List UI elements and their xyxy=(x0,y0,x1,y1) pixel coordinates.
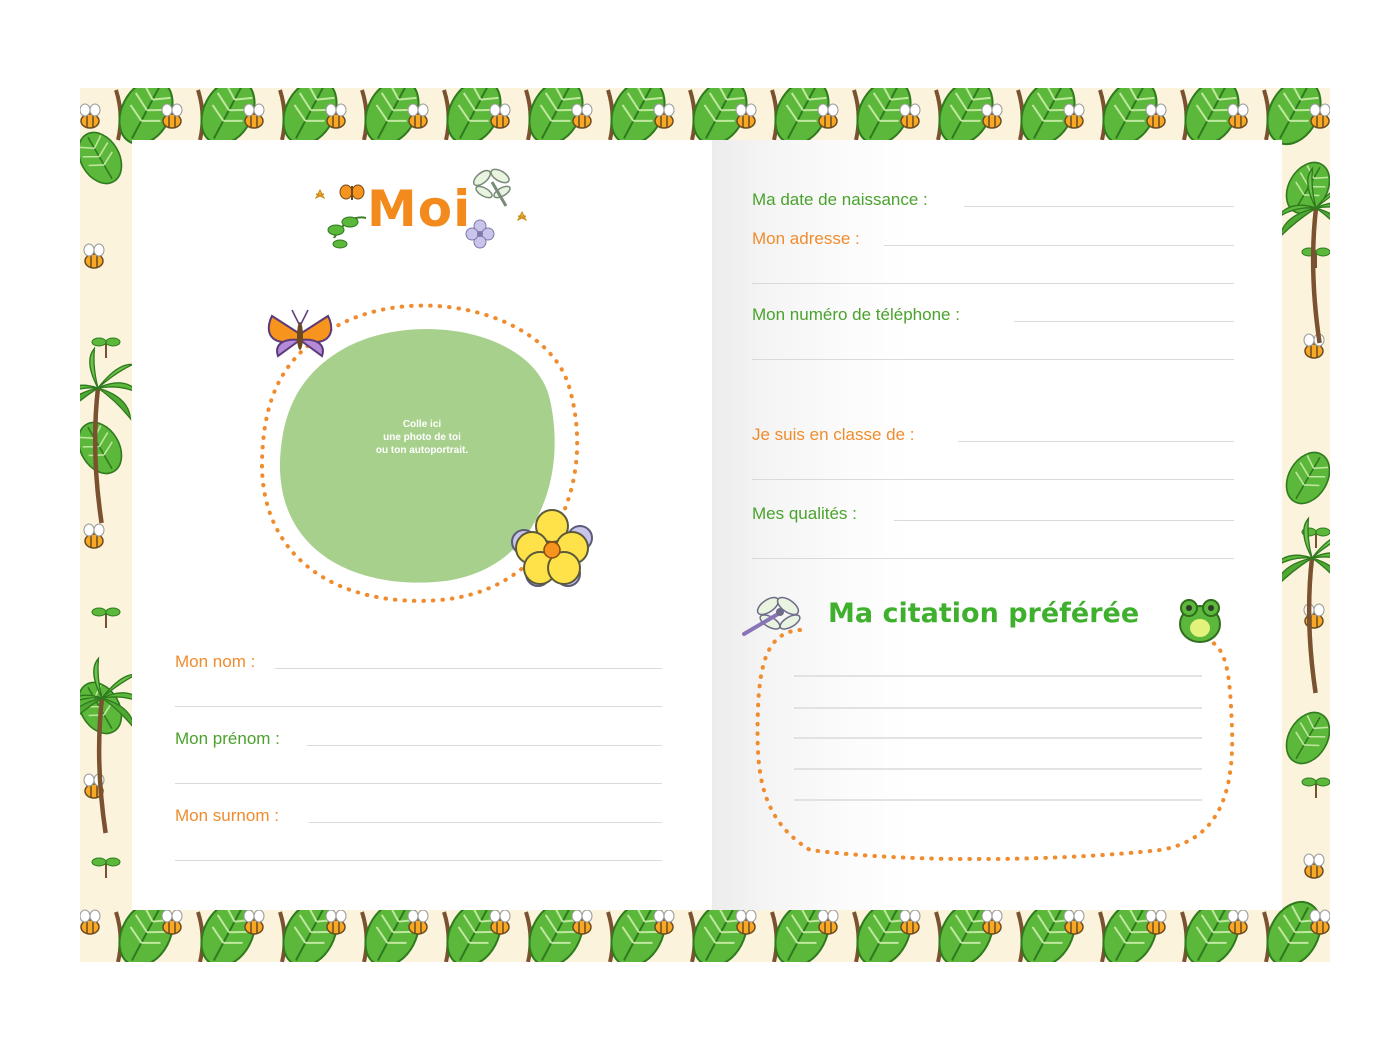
bee-icon xyxy=(736,104,756,128)
photo-caption: Colle ici une photo de toi ou ton autoportrait. xyxy=(375,419,469,456)
bee-icon xyxy=(900,104,920,128)
bee-icon xyxy=(84,244,104,268)
bee-icon xyxy=(818,104,838,128)
answer-line[interactable] xyxy=(309,822,662,823)
field-date-naissance xyxy=(752,190,1234,230)
field-label: Mes qualités : xyxy=(752,504,857,523)
left-page xyxy=(132,140,712,910)
bee-icon xyxy=(326,104,346,128)
answer-line[interactable] xyxy=(752,479,1234,480)
bee-icon xyxy=(490,104,510,128)
field-label: Mon adresse : xyxy=(752,229,860,248)
bee-icon xyxy=(408,104,428,128)
bee-icon xyxy=(1064,910,1084,934)
bee-icon xyxy=(80,104,100,128)
field-mon-surnom xyxy=(175,806,662,846)
dragonfly-icon xyxy=(471,167,512,206)
answer-line[interactable] xyxy=(175,860,662,861)
answer-line[interactable] xyxy=(752,558,1234,559)
leaf-icon xyxy=(1278,705,1330,771)
sprout-icon xyxy=(1302,248,1330,268)
bee-icon xyxy=(162,910,182,934)
bee-icon xyxy=(1146,104,1166,128)
page-title: Moi xyxy=(367,180,472,238)
answer-line[interactable] xyxy=(894,520,1234,521)
bee-icon xyxy=(572,104,592,128)
bee-icon xyxy=(572,910,592,934)
bee-icon xyxy=(1228,104,1248,128)
bee-icon xyxy=(1304,854,1324,878)
bee-icon xyxy=(244,104,264,128)
bee-icon xyxy=(736,910,756,934)
answer-line[interactable] xyxy=(964,206,1234,207)
bee-icon xyxy=(654,910,674,934)
sprout-icon xyxy=(92,608,120,628)
field-label: Mon surnom : xyxy=(175,806,279,825)
answer-line[interactable] xyxy=(175,783,662,784)
field-label: Mon numéro de téléphone : xyxy=(752,305,960,324)
answer-line[interactable] xyxy=(1014,321,1234,322)
booklet-spread xyxy=(80,88,1330,962)
bee-icon xyxy=(654,104,674,128)
field-classe xyxy=(752,425,1234,465)
answer-line[interactable] xyxy=(752,359,1234,360)
dragonfly-icon xyxy=(744,594,802,634)
small-butterfly-icon xyxy=(340,185,364,200)
quote-title: Ma citation préférée xyxy=(828,598,1140,629)
bee-icon xyxy=(900,910,920,934)
bee-icon xyxy=(80,910,100,934)
field-adresse xyxy=(752,229,1234,269)
answer-line[interactable] xyxy=(884,245,1234,246)
frog-icon xyxy=(1180,600,1220,642)
bee-icon xyxy=(982,910,1002,934)
answer-line[interactable] xyxy=(958,441,1234,442)
sprout-icon xyxy=(92,338,120,358)
bee-icon xyxy=(84,524,104,548)
answer-line[interactable] xyxy=(752,283,1234,284)
quote-frame xyxy=(740,588,1240,868)
bee-icon xyxy=(1064,104,1084,128)
bee-icon xyxy=(1228,910,1248,934)
bee-icon xyxy=(162,104,182,128)
sprout-icon xyxy=(92,858,120,878)
field-telephone xyxy=(752,305,1234,345)
field-label: Mon nom : xyxy=(175,652,256,671)
field-label: Je suis en classe de : xyxy=(752,425,915,444)
answer-line[interactable] xyxy=(175,706,662,707)
field-mon-nom xyxy=(175,652,662,692)
bee-icon xyxy=(1310,910,1330,934)
field-label: Ma date de naissance : xyxy=(752,190,928,209)
right-page xyxy=(712,140,1282,910)
sprout-icon xyxy=(1302,778,1330,798)
bee-icon xyxy=(244,910,264,934)
butterfly-icon xyxy=(269,310,331,356)
leaf-icon xyxy=(1278,445,1330,511)
answer-line[interactable] xyxy=(307,745,662,746)
leaf-icon xyxy=(80,415,130,481)
field-label: Mon prénom : xyxy=(175,729,280,748)
bee-icon xyxy=(326,910,346,934)
field-mon-prenom xyxy=(175,729,662,769)
bee-icon xyxy=(408,910,428,934)
field-qualites xyxy=(752,504,1234,544)
bee-icon xyxy=(1310,104,1330,128)
bee-icon xyxy=(1146,910,1166,934)
answer-line[interactable] xyxy=(275,668,662,669)
bee-icon xyxy=(490,910,510,934)
bee-icon xyxy=(818,910,838,934)
bee-icon xyxy=(982,104,1002,128)
